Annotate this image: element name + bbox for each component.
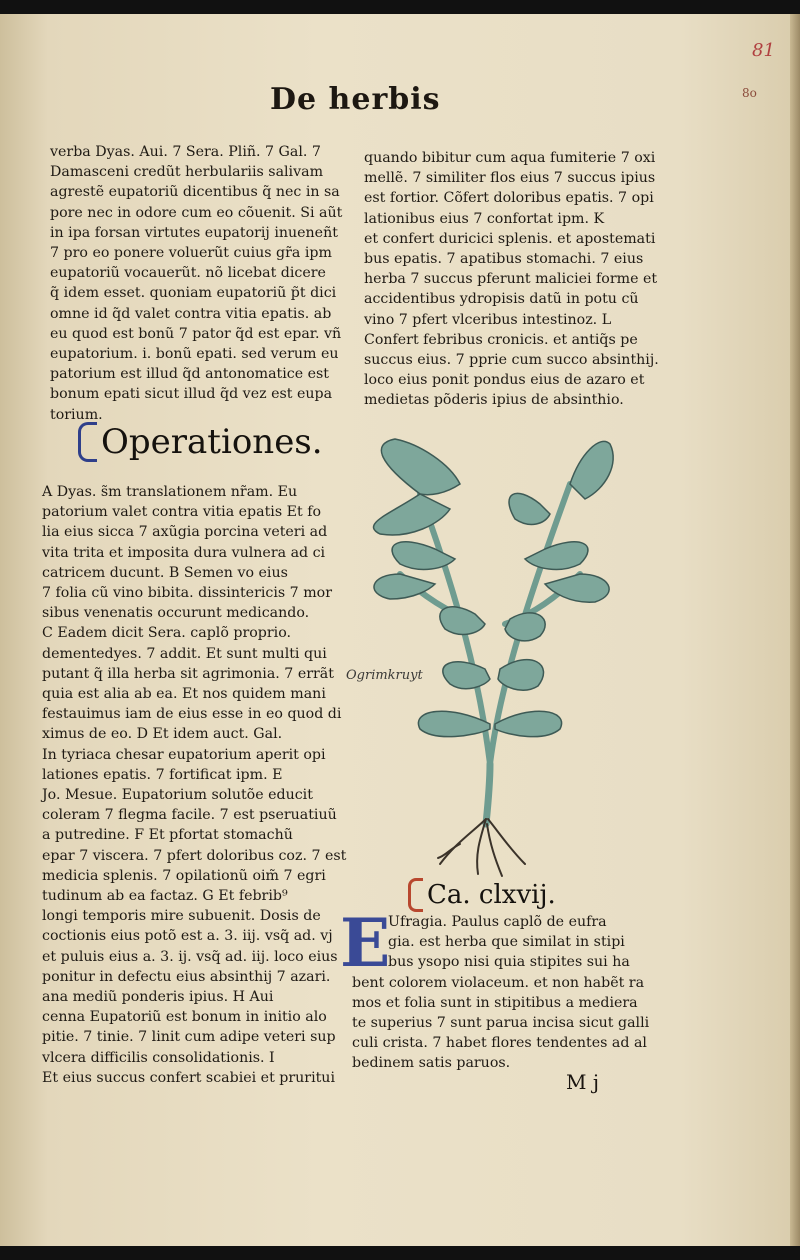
text-line: agrestẽ eupatoriũ dicentibus q̃ nec in sa <box>50 184 340 201</box>
text-line: gia. est herba que similat in stipi <box>388 934 625 951</box>
left-column-intro <box>50 142 343 425</box>
text-line: lia eius sicca 7 axũgia porcina veteri ad <box>42 524 328 541</box>
text-line: ana mediũ ponderis ipius. H Aui <box>42 989 274 1006</box>
text-line: eupatoriũ vocauerũt. nõ licebat dicere <box>50 265 326 282</box>
text-line: A Dyas. s̃m translationem nr̃am. Eu <box>42 484 298 500</box>
text-line: a putredine. F Et pfortat stomachũ <box>42 827 293 844</box>
text-line: longi temporis mire subuenit. Dosis de <box>42 908 321 925</box>
text-line: putant q̃ illa herba sit agrimonia. 7 errãt <box>42 665 334 682</box>
right-column-chapter <box>352 912 652 1074</box>
text-line: herba 7 succus pferunt maliciei forme et <box>364 271 658 288</box>
text-line: mellẽ. 7 similiter flos eius 7 succus ipius <box>364 170 656 187</box>
text-line: tudinum ab ea factaz. G Et febrib⁹ <box>42 888 288 905</box>
text-line: sibus venenatis occurunt medicando. <box>42 605 310 622</box>
text-line: et confert duricici splenis. et apostemati <box>364 230 656 247</box>
text-line: lationibus eius 7 confortat ipm. K <box>364 210 605 227</box>
text-line: culi crista. 7 habet flores tendentes ad al <box>352 1035 647 1052</box>
text-line: C Eadem dicit Sera. caplõ proprio. <box>42 625 291 642</box>
text-line: Jo. Mesue. Eupatorium solutõe educit <box>42 787 313 804</box>
text-line: Et eius succus confert scabiei et pruritui <box>42 1069 335 1086</box>
section-heading <box>78 422 323 462</box>
text-line: Confert febribus cronicis. et antiq̃s pe <box>364 331 638 348</box>
blue-paragraph-mark-icon <box>78 422 97 462</box>
text-line: quando bibitur cum aqua fumiterie 7 oxi <box>364 150 656 166</box>
text-line: In tyriaca chesar eupatorium aperit opi <box>42 746 326 763</box>
text-line: coleram 7 flegma facile. 7 est pseruatiuũ <box>42 807 337 824</box>
right-column-intro <box>364 148 659 411</box>
red-paragraph-mark-icon <box>408 878 423 912</box>
text-line: quia est alia ab ea. Et nos quidem mani <box>42 686 326 703</box>
text-line: bus epatis. 7 apatibus stomachi. 7 eius <box>364 251 644 268</box>
plant-illustration <box>340 424 640 879</box>
text-line: bus ysopo nisi quia stipites sui ha <box>388 954 630 971</box>
text-line: vlcera difficilis consolidationis. I <box>42 1049 275 1066</box>
text-line: bent colorem violaceum. et non habẽt ra <box>352 974 645 991</box>
section-heading-text: Operationes. <box>101 422 323 462</box>
plant-leaves <box>374 439 614 737</box>
signature-mark: M j <box>566 1070 600 1094</box>
text-line: bonum epati sicut illud q̃d vez est eupa <box>50 386 333 403</box>
text-line: ximus de eo. D Et idem auct. Gal. <box>42 726 283 743</box>
folio-number: 81 <box>752 40 775 61</box>
text-line: 7 folia cũ vino bibita. dissintericis 7 mor <box>42 585 332 602</box>
text-line: verba Dyas. Aui. 7 Sera. Pliñ. 7 Gal. 7 <box>50 144 321 160</box>
decorated-initial: E <box>340 904 391 982</box>
text-line: ponitur in defectu eius absinthij 7 azari. <box>42 968 331 985</box>
text-line: vino 7 pfert vlceribus intestinoz. L <box>364 311 612 328</box>
text-line: succus eius. 7 pprie cum succo absinthij. <box>364 352 659 369</box>
text-line: vita trita et imposita dura vulnera ad ci <box>42 544 326 561</box>
handwritten-annotation: Ogrimkruyt <box>346 668 423 683</box>
text-line: medicia splenis. 7 opilationũ oim̃ 7 egri <box>42 867 326 884</box>
text-line: medietas põderis ipius de absinthio. <box>364 392 624 409</box>
folio-mark: 8o <box>742 86 757 100</box>
text-line: patorium est illud q̃d antonomatice est <box>50 366 330 383</box>
text-line: Ufragia. Paulus caplõ de eufra <box>388 914 607 930</box>
text-line: est fortior. Cõfert doloribus epatis. 7 opi <box>364 190 654 207</box>
text-line: q̃ idem esset. quoniam eupatoriũ p̃t dici <box>50 285 337 302</box>
chapter-heading <box>408 878 556 912</box>
text-line: te superius 7 sunt parua incisa sicut galli <box>352 1015 650 1032</box>
plant-stems <box>400 484 580 824</box>
text-line: cenna Eupatoriũ est bonum in initio alo <box>42 1009 327 1026</box>
text-line: pore nec in odore cum eo cõuenit. Si aũt <box>50 204 343 221</box>
running-head: De herbis <box>270 82 441 117</box>
chapter-title: Ca. clxvij. <box>427 880 556 910</box>
text-line: et puluis eius a. 3. ij. vsq̃ ad. iij. loco eius <box>42 948 338 965</box>
text-line: catricem ducunt. B Semen vo eius <box>42 564 288 581</box>
text-line: in ipa forsan virtutes eupatorij inueneñt <box>50 224 338 241</box>
text-line: mos et folia sunt in stipitibus a mediera <box>352 994 638 1011</box>
text-line: epar 7 viscera. 7 pfert doloribus coz. 7 est <box>42 847 347 864</box>
plant-roots <box>438 819 525 876</box>
book-page <box>0 14 800 1246</box>
text-line: loco eius ponit pondus eius de azaro et <box>364 372 645 389</box>
text-line: omne id q̃d valet contra vitia epatis. ab <box>50 305 332 322</box>
text-line: pitie. 7 tinie. 7 linit cum adipe veteri sup <box>42 1029 336 1046</box>
text-line: dementedyes. 7 addit. Et sunt multi qui <box>42 645 327 662</box>
text-line: 7 pro eo ponere voluerũt cuius gr̃a ipm <box>50 245 332 262</box>
text-line: eupatorium. i. bonũ epati. sed verum eu <box>50 346 339 363</box>
text-line: accidentibus ydropisis datũ in potu cũ <box>364 291 639 308</box>
text-line: festauimus iam de eius esse in eo quod di <box>42 706 342 723</box>
text-line: lationes epatis. 7 fortificat ipm. E <box>42 766 283 783</box>
text-line: Damasceni credũt herbulariis salivam <box>50 164 324 181</box>
text-line: bedinem satis paruos. <box>352 1055 511 1072</box>
text-line: eu quod est bonũ 7 pator q̃d est epar. vñ <box>50 325 342 342</box>
text-line: torium. <box>50 406 103 423</box>
page-edge <box>790 14 800 1246</box>
text-line: coctionis eius potõ est a. 3. iij. vsq̃ ad. vj <box>42 928 333 945</box>
left-column-operations <box>42 482 347 1088</box>
text-line: patorium valet contra vitia epatis Et fo <box>42 504 321 521</box>
